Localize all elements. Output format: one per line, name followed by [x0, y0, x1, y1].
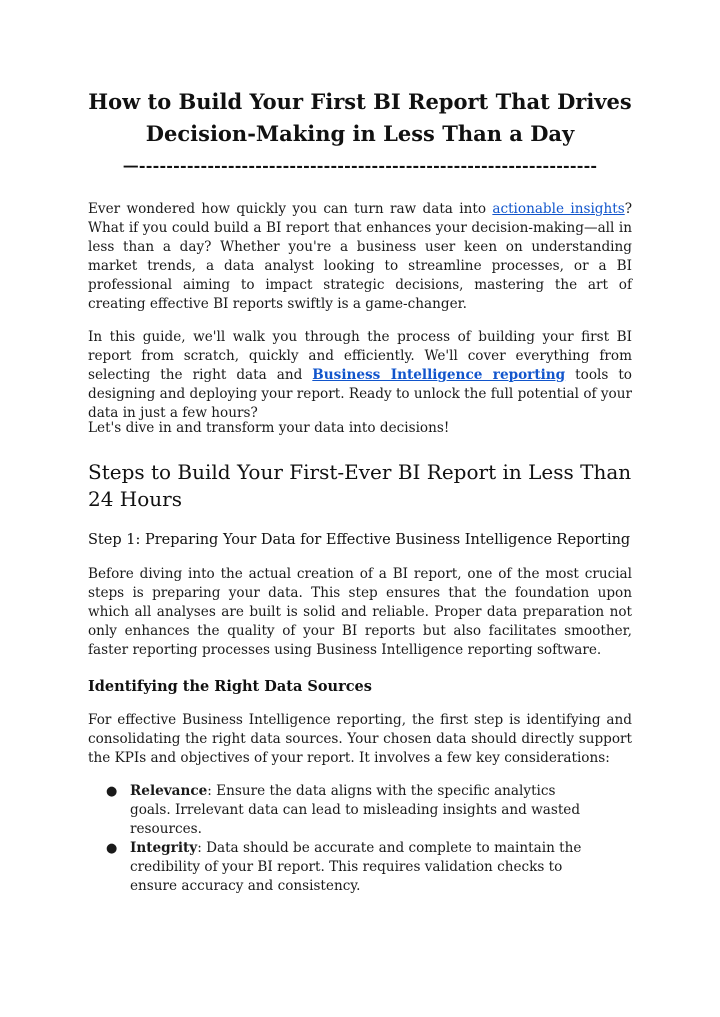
step-1-paragraph-block	[88, 565, 632, 660]
intro-text-2-end: tools to designing and deploying your report. Ready to unlock the full potential of your data in just a few hours?	[88, 367, 632, 421]
intro-text-1-start: Ever wondered how quickly you can turn raw data into	[88, 201, 493, 217]
intro-paragraph-1	[88, 200, 632, 314]
actionable-insights-link[interactable]: actionable insights	[492, 201, 625, 217]
data-sources-heading-block	[88, 677, 632, 697]
section-heading: Steps to Build Your First-Ever BI Report in Less Than 24 Hours	[88, 460, 632, 511]
step-1-heading-block	[88, 530, 632, 550]
data-sources-paragraph: For effective Business Intelligence reporting, the first step is identifying and consolidating the right data sources. Your chosen data should directly support the KPIs and objectives of your report. It involves a few key considerations:	[88, 712, 632, 766]
list-item-term: Relevance	[130, 783, 208, 799]
document-title: How to Build Your First BI Report That Drives Decision-Making in Less Than a Day	[88, 89, 632, 146]
list-item-text: : Ensure the data aligns with the specific analytics goals. Irrelevant data can lead to misleading insights and wasted resources.	[130, 783, 581, 837]
section-heading-block	[88, 459, 632, 513]
business-intelligence-reporting-link[interactable]: Business Intelligence reporting	[312, 367, 566, 383]
list-item	[88, 782, 590, 839]
data-sources-paragraph-block	[88, 711, 632, 768]
intro-text-2-start: In this guide, we'll walk you through the process of building your first BI report from scratch, quickly and efficiently. We'll cover everything from selecting the right data and	[88, 329, 632, 383]
step-1-paragraph: Before diving into the actual creation of a BI report, one of the most crucial steps is preparing your data. This step ensures that the foundation upon which all analyses are built is solid and reliable. Proper data preparation not only enhances the quality of your BI reports but also facilitates smoother, faster reporting processes using Business Intelligence reporting software.	[88, 566, 632, 658]
intro-paragraph-3	[88, 419, 632, 438]
list-item-text: : Data should be accurate and complete to maintain the credibility of your BI report. This requires validation checks to ensure accuracy and consistency.	[130, 840, 582, 894]
step-1-heading: Step 1: Preparing Your Data for Effective Business Intelligence Reporting	[88, 532, 631, 548]
divider-rule: —-------------------------------------------------------------------	[122, 156, 598, 175]
intro-text-1-end: ? What if you could build a BI report that enhances your decision-making—all in less than a day? Whether you're a business user keen on understanding market trends, a data analyst looking to streamline processes, or a BI professional aiming to impact strategic decisions, mastering the art of creating effective BI reports swiftly is a game-changer.	[88, 201, 632, 312]
considerations-list	[88, 782, 632, 896]
intro-text-3: Let's dive in and transform your data into decisions!	[88, 420, 450, 436]
intro-text-2	[88, 328, 632, 423]
bullet-dot-icon: ●	[106, 841, 118, 856]
data-sources-heading: Identifying the Right Data Sources	[88, 678, 372, 695]
list-item	[88, 839, 590, 896]
intro-paragraph-2	[88, 328, 632, 423]
bullet-dot-icon: ●	[106, 784, 118, 799]
considerations-list-block	[88, 782, 632, 896]
intro-text-1	[88, 200, 632, 314]
list-item-term: Integrity	[130, 840, 198, 856]
